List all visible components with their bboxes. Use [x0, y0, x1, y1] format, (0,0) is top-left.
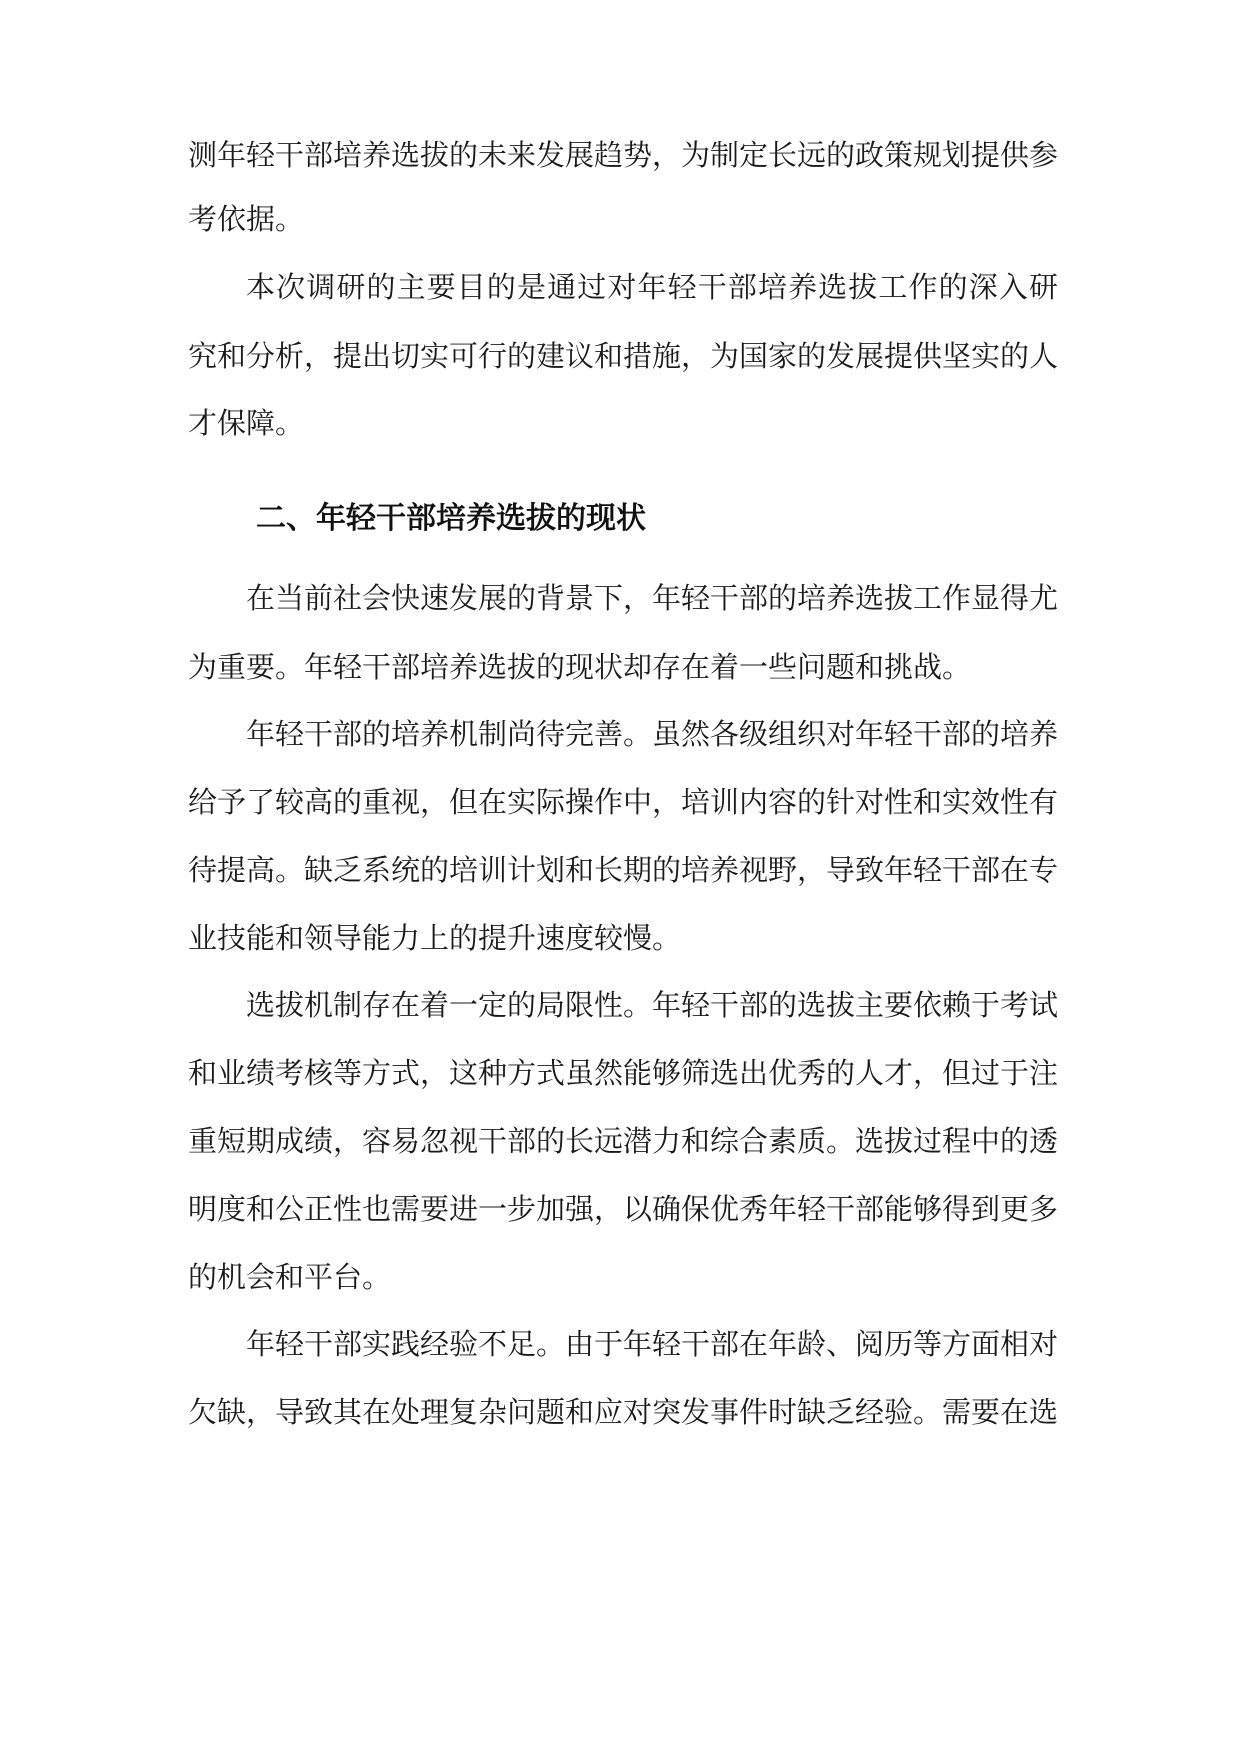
paragraph-4-line-2: 给予了较高的重视，但在实际操作中，培训内容的针对性和实效性有	[188, 785, 1059, 819]
paragraph-6-line-1: 年轻干部实践经验不足。由于年轻干部在年龄、阅历等方面相对	[246, 1327, 1059, 1361]
paragraph-2-line-1: 本次调研的主要目的是通过对年轻干部培养选拔工作的深入研	[246, 270, 1058, 304]
paragraph-3-line-2: 为重要。年轻干部培养选拔的现状却存在着一些问题和挑战。	[188, 650, 972, 684]
paragraph-5-line-1: 选拔机制存在着一定的局限性。年轻干部的选拔主要依赖于考试	[246, 988, 1059, 1022]
section-heading: 二、年轻干部培养选拔的现状	[256, 501, 646, 536]
paragraph-2-line-2: 究和分析，提出切实可行的建议和措施，为国家的发展提供坚实的人	[188, 339, 1059, 373]
paragraph-2-line-3: 才保障。	[188, 406, 305, 440]
paragraph-1-line-1: 测年轻干部培养选拔的未来发展趋势，为制定长远的政策规划提供参	[188, 138, 1059, 172]
paragraph-4-line-4: 业技能和领导能力上的提升速度较慢。	[188, 921, 682, 955]
paragraph-6-line-2: 欠缺，导致其在处理复杂问题和应对突发事件时缺乏经验。需要在选	[188, 1395, 1059, 1429]
paragraph-4-line-1: 年轻干部的培养机制尚待完善。虽然各级组织对年轻干部的培养	[246, 717, 1059, 751]
paragraph-4-line-3: 待提高。缺乏系统的培训计划和长期的培养视野，导致年轻干部在专	[188, 853, 1059, 887]
paragraph-5-line-2: 和业绩考核等方式，这种方式虽然能够筛选出优秀的人才，但过于注	[188, 1056, 1059, 1090]
paragraph-5-line-4: 明度和公正性也需要进一步加强，以确保优秀年轻干部能够得到更多	[188, 1192, 1059, 1226]
paragraph-5-line-5: 的机会和平台。	[188, 1260, 392, 1294]
paragraph-3-line-1: 在当前社会快速发展的背景下，年轻干部的培养选拔工作显得尤	[246, 581, 1059, 615]
paragraph-5-line-3: 重短期成绩，容易忽视干部的长远潜力和综合素质。选拔过程中的透	[188, 1124, 1059, 1158]
paragraph-1-line-2: 考依据。	[188, 202, 305, 236]
